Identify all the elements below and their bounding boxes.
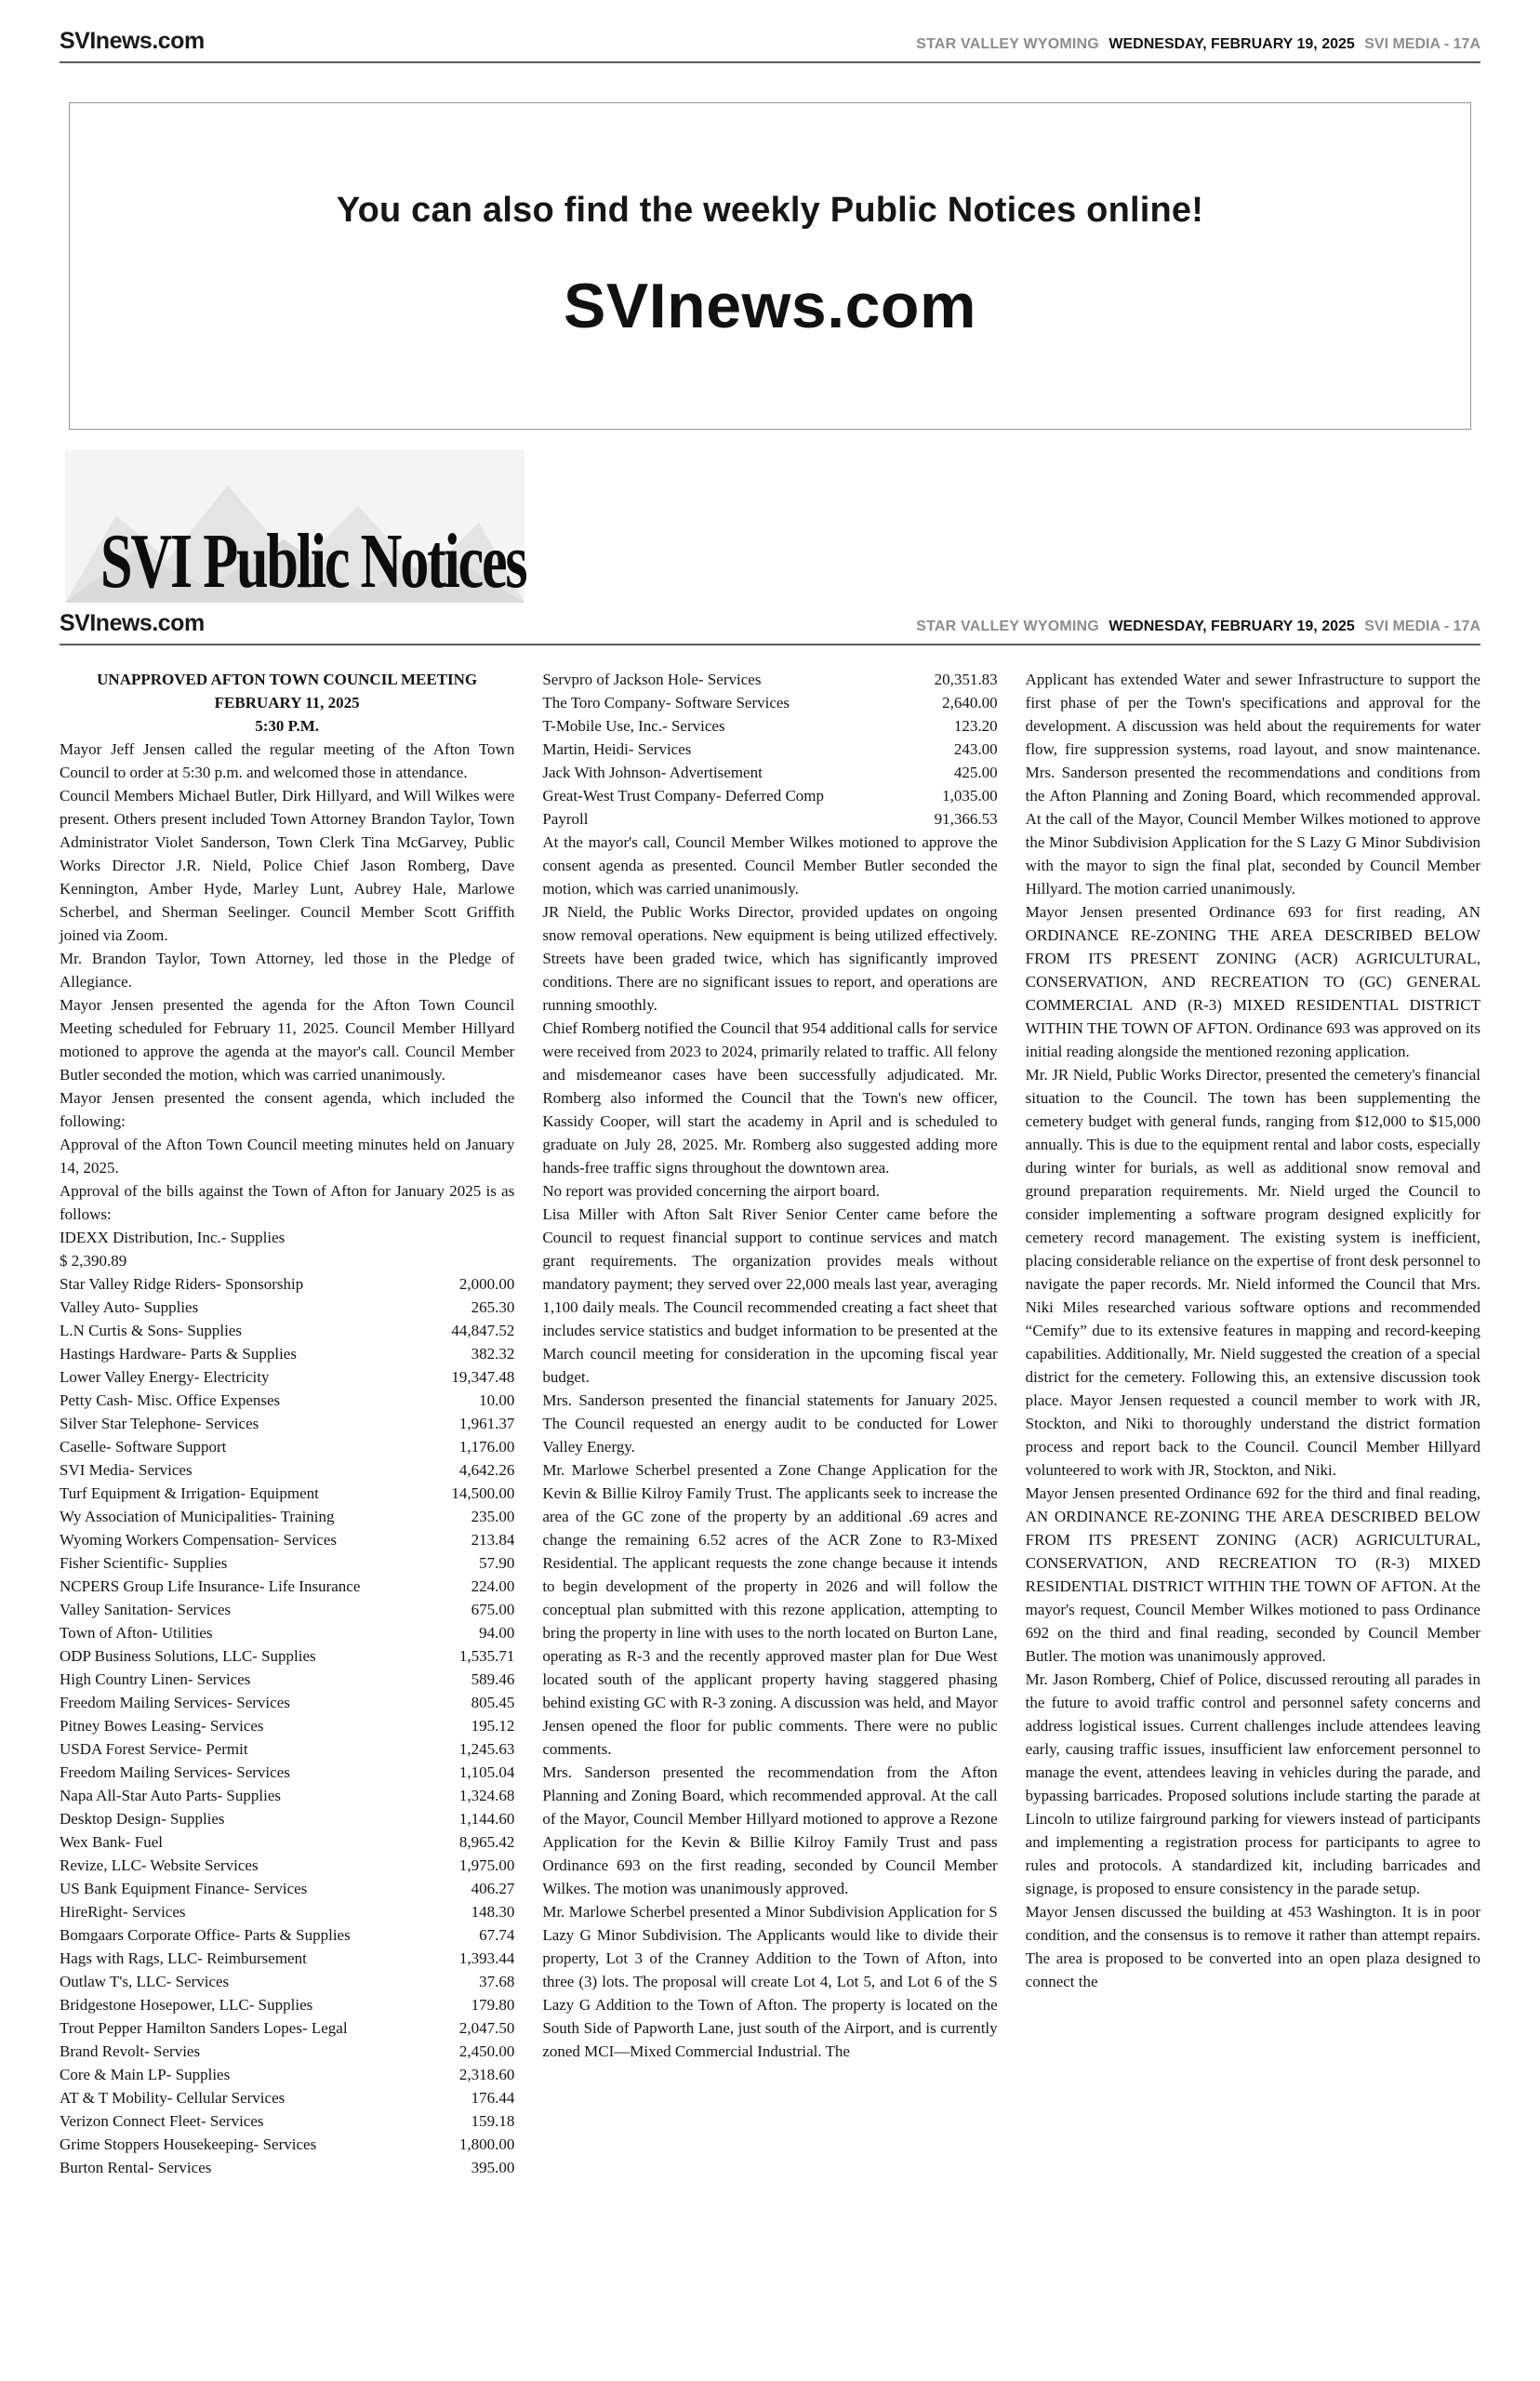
ledger-row <box>60 1877 514 1900</box>
ledger-row <box>60 1551 514 1575</box>
ledger-amount: 1,324.68 <box>458 1787 515 1804</box>
ledger-vendor: NCPERS Group Life Insurance- Life Insurance <box>60 1577 361 1595</box>
ledger-vendor: Great-West Trust Company- Deferred Comp <box>542 787 825 805</box>
ledger-vendor: Servpro of Jackson Hole- Services <box>542 671 762 688</box>
ledger-vendor: Fisher Scientific- Supplies <box>60 1554 228 1572</box>
column-1-paragraphs <box>60 738 514 1226</box>
column-2-ledger <box>542 668 997 831</box>
ledger-vendor: Wyoming Workers Compensation- Services <box>60 1531 338 1549</box>
ledger-vendor: Martin, Heidi- Services <box>542 740 692 758</box>
ledger-vendor: Desktop Design- Supplies <box>60 1810 225 1828</box>
notice-title-line2: FEBRUARY 11, 2025 <box>214 694 360 712</box>
ledger-row <box>542 714 997 738</box>
article-paragraph: At the mayor's call, Council Member Wilkes motioned to approve the consent agenda as presented. Council Member Butler seconded the motion, which was carried unanimously. <box>542 833 998 898</box>
ledger-vendor: Verizon Connect Fleet- Services <box>60 2112 264 2130</box>
ledger-vendor: Lower Valley Energy- Electricity <box>60 1368 270 1386</box>
ledger-amount: 1,961.37 <box>458 1415 515 1432</box>
ledger-amount: 213.84 <box>471 1531 515 1549</box>
ledger-row <box>542 668 997 691</box>
ledger-vendor: Hastings Hardware- Parts & Supplies <box>60 1345 297 1363</box>
ledger-vendor: Hags with Rags, LLC- Reimbursement <box>60 1949 307 1967</box>
ledger-amount: 4,642.26 <box>458 1461 515 1479</box>
ledger-row <box>60 2156 514 2179</box>
ledger-vendor: Napa All-Star Auto Parts- Supplies <box>60 1787 281 1804</box>
ledger-vendor: Burton Rental- Services <box>60 2159 212 2176</box>
article-paragraph: Approval of the bills against the Town of Afton for January 2025 is as follows: <box>60 1182 515 1223</box>
ledger-amount: 2,640.00 <box>942 694 998 712</box>
ledger-row <box>542 784 997 807</box>
ledger-amount: 1,975.00 <box>458 1856 515 1874</box>
online-notices-banner <box>69 102 1471 430</box>
ledger-row <box>60 1830 514 1854</box>
ledger-amount: 195.12 <box>471 1717 515 1735</box>
ledger-amount: 406.27 <box>471 1880 515 1897</box>
ledger-row <box>60 1970 514 1993</box>
ledger-amount: 675.00 <box>471 1601 515 1618</box>
ledger-amount: 235.00 <box>471 1508 515 1525</box>
ledger-amount: 2,000.00 <box>458 1275 515 1293</box>
dateline-region: STAR VALLEY WYOMING <box>916 619 1099 634</box>
ledger-amount: 243.00 <box>953 740 998 758</box>
article-paragraph: Mr. Brandon Taylor, Town Attorney, led those in the Pledge of Allegiance. <box>60 950 515 991</box>
ledger-amount: 805.45 <box>471 1694 515 1711</box>
article-paragraph: Chief Romberg notified the Council that 954 additional calls for service were received from 2023 to 2024, primarily related to traffic. All felony and misdemeanor cases have been successfully adjudicated. Mr. Romberg also informed the Council that the Town's new officer, Kassidy Cooper, will start the academy in April and is scheduled to graduate on July 28, 2025. Mr. Romberg also suggested adding more hands-free traffic signs throughout the downtown area. <box>542 1019 998 1177</box>
article-paragraph: Applicant has extended Water and sewer Infrastructure to support the first phase of per the Town's specifications and approval for the development. A discussion was held about the requirements for water flow, fire suppression systems, road layout, and snow maintenance. Mrs. Sanderson presented the recommendations and conditions from the Afton Planning and Zoning Board, which recommended approval. At the call of the Mayor, Council Member Wilkes motioned to approve the Minor Subdivision Application for the S Lazy G Minor Subdivision with the mayor to sign the final plat, seconded by Council Member Hillyard. The motion carried unanimously. <box>1025 671 1480 898</box>
ledger-vendor: Valley Auto- Supplies <box>60 1298 199 1316</box>
banner-headline: You can also find the weekly Public Notices online! <box>336 190 1204 230</box>
ledger-amount: 1,105.04 <box>458 1763 515 1781</box>
ledger-row <box>60 1668 514 1691</box>
ledger-amount: 10.00 <box>479 1391 515 1409</box>
column-1-ledger <box>60 1272 514 2179</box>
ledger-vendor: T-Mobile Use, Inc.- Services <box>542 717 725 735</box>
public-notices-masthead <box>60 450 1480 610</box>
article-paragraph: Mr. Marlowe Scherbel presented a Minor Subdivision Application for S Lazy G Minor Subdivision. The Applicants would like to divide their property, Lot 3 of the Cranney Addition to the Town of Afton, into three (3) lots. The proposal will create Lot 4, Lot 5, and Lot 6 of the S Lazy G Addition to the Town of Afton. The property is located on the South Side of Papworth Lane, just south of the Airport, and is currently zoned MCI—Mixed Commercial Industrial. The <box>542 1903 998 2060</box>
ledger-vendor: High Country Linen- Services <box>60 1670 251 1688</box>
article-paragraph: Mr. Jason Romberg, Chief of Police, discussed rerouting all parades in the future to avoid traffic control and personnel safety concerns and address logistical issues. Current challenges include attendees leaving early, causing traffic issues, insufficient law enforcement personnel to manage the event, attendees leaving in vehicles during the parade, and bypassing barricades. Proposed solutions include starting the parade at Lincoln to utilize fairground parking for viewers instead of participants and implementing a registration process for participants to agree to rules and protocols. A standardized kit, including barricades and signage, is proposed to ensure consistency in the parade setup. <box>1025 1670 1480 1897</box>
ledger-vendor: Caselle- Software Support <box>60 1438 227 1456</box>
dateline-section <box>916 619 1480 637</box>
ledger-row <box>60 1389 514 1412</box>
masthead-title: SVI Public Notices <box>100 518 526 605</box>
ledger-row <box>60 1691 514 1714</box>
ledger-vendor: Turf Equipment & Irrigation- Equipment <box>60 1484 319 1502</box>
ledger-amount: 20,351.83 <box>934 671 998 688</box>
ledger-vendor: Bridgestone Hosepower, LLC- Supplies <box>60 1996 313 2014</box>
article-paragraph: Mayor Jensen discussed the building at 453 Washington. It is in poor condition, and the consensus is to remove it rather than attempt repairs. The area is proposed to be converted into an open plaza designed to connect the <box>1025 1903 1480 1990</box>
article-paragraph: No report was provided concerning the airport board. <box>542 1182 880 1200</box>
ledger-row <box>542 691 997 714</box>
ledger-row <box>542 807 997 831</box>
ledger-row <box>60 1854 514 1877</box>
ledger-vendor: HireRight- Services <box>60 1903 186 1921</box>
ledger-vendor: Freedom Mailing Services- Services <box>60 1763 290 1781</box>
ledger-vendor: Wy Association of Municipalities- Training <box>60 1508 335 1525</box>
ledger-row <box>60 1644 514 1668</box>
ledger-amount: 94.00 <box>479 1624 515 1642</box>
ledger-amount: 91,366.53 <box>934 810 998 828</box>
ledger-amount: 148.30 <box>471 1903 515 1921</box>
ledger-amount: 44,847.52 <box>451 1322 515 1339</box>
ledger-vendor: Bomgaars Corporate Office- Parts & Supplies <box>60 1926 351 1944</box>
ledger-amount: 123.20 <box>953 717 998 735</box>
ledger-row <box>60 2016 514 2040</box>
article-paragraph: Mayor Jeff Jensen called the regular meeting of the Afton Town Council to order at 5:30 p.m. and welcomed those in attendance. <box>60 740 515 781</box>
article-paragraph: Mayor Jensen presented the consent agenda, which included the following: <box>60 1089 515 1130</box>
ledger-vendor: Silver Star Telephone- Services <box>60 1415 259 1432</box>
ledger-row <box>60 1435 514 1458</box>
ledger-row <box>60 1272 514 1296</box>
ledger-vendor: ODP Business Solutions, LLC- Supplies <box>60 1647 316 1665</box>
ledger-row <box>60 1784 514 1807</box>
site-logo-secondary: SVInews.com <box>60 610 205 636</box>
article-paragraph: Council Members Michael Butler, Dirk Hillyard, and Will Wilkes were present. Others present included Town Attorney Brandon Taylor, Town Administrator Violet Sanderson, Town Clerk Tina McGarvey, Public Works Director J.R. Nield, Police Chief Jason Romberg, Dave Kennington, Amber Hyde, Marley Lunt, Aubrey Hale, Marlowe Scherbel, and Sherman Seelinger. Council Member Scott Griffith joined via Zoom. <box>60 787 515 944</box>
ledger-amount: 1,800.00 <box>458 2135 515 2153</box>
dateline-edition: SVI MEDIA - 17A <box>1364 36 1480 52</box>
notice-title-line3: 5:30 P.M. <box>255 717 320 735</box>
ledger-row <box>60 1923 514 1947</box>
ledger-vendor: Revize, LLC- Website Services <box>60 1856 259 1874</box>
ledger-vendor: Petty Cash- Misc. Office Expenses <box>60 1391 281 1409</box>
ledger-vendor: Brand Revolt- Servies <box>60 2042 201 2060</box>
ledger-vendor: Valley Sanitation- Services <box>60 1601 232 1618</box>
article-paragraph: Mrs. Sanderson presented the recommendation from the Afton Planning and Zoning Board, which recommended approval. At the call of the Mayor, Council Member Hillyard motioned to approve a Rezone Application for the Kevin & Billie Kilroy Family Trust and pass Ordinance 693 on the first reading, seconded by Council Member Wilkes. The motion was unanimously approved. <box>542 1763 998 1897</box>
ledger-row <box>60 1621 514 1644</box>
ledger-amount: 425.00 <box>953 764 998 781</box>
dateline-date: WEDNESDAY, FEBRUARY 19, 2025 <box>1109 619 1355 634</box>
article-column-2 <box>542 668 997 2179</box>
ledger-row <box>60 1993 514 2016</box>
ledger-amount: 8,965.42 <box>458 1833 515 1851</box>
ledger-row <box>542 738 997 761</box>
ledger-amount: 159.18 <box>471 2112 515 2130</box>
ledger-row <box>60 1598 514 1621</box>
article-columns <box>60 668 1480 2179</box>
dateline-date: WEDNESDAY, FEBRUARY 19, 2025 <box>1109 36 1355 52</box>
ledger-amount: 1,144.60 <box>458 1810 515 1828</box>
ledger-amount: 2,047.50 <box>458 2019 515 2037</box>
ledger-row <box>60 1319 514 1342</box>
article-paragraph: Mr. JR Nield, Public Works Director, presented the cemetery's financial situation to the Council. The town has been supplementing the cemetery budget with general funds, ranging from $12,000 to $15,000 annually. This is due to the equipment rental and labor costs, especially during winter for burials, as well as additional snow removal and ground preparation requirements. Mr. Nield urged the Council to consider implementing a software program designed explicitly for cemetery record management. The existing system is inefficient, placing considerable reliance on the expertise of front desk personnel to navigate the paper records. Mr. Nield informed the Council that Mrs. Niki Miles researched various software options and recommended “Cemify” due to its extensive features in mapping and record-keeping capabilities. Additionally, Mr. Nield suggested the creation of a special district for the cemetery. Following this, an extensive discussion took place. Mayor Jensen requested a council member to work with JR, Stockton, and Niki to thoroughly understand the district formation process and report back to the Council. Council Member Hillyard volunteered to work with JR, Stockton, and Niki. <box>1025 1066 1480 1479</box>
article-column-1 <box>60 668 514 2179</box>
ledger-vendor: Town of Afton- Utilities <box>60 1624 213 1642</box>
article-paragraph: Lisa Miller with Afton Salt River Senior Center came before the Council to request financial support to continue services and match grant requirements. The organization provides meals without mandatory payment; they served over 22,000 meals last year, averaging 1,100 daily meals. The Council recommended creating a fact sheet that includes service statistics and budget information to be presented at the March council meeting for consideration in the upcoming fiscal year budget. <box>542 1205 998 1386</box>
page-header-section <box>60 610 1480 645</box>
notice-title-line1: UNAPPROVED AFTON TOWN COUNCIL MEETING <box>97 671 478 688</box>
article-paragraph: Mrs. Sanderson presented the financial statements for January 2025. The Council requested an energy audit to be conducted for Lower Valley Energy. <box>542 1391 998 1456</box>
ledger-amount: 37.68 <box>479 1973 515 1990</box>
ledger-amount: 179.80 <box>471 1996 515 2014</box>
ledger-vendor: SVI Media- Services <box>60 1461 192 1479</box>
ledger-row <box>60 1528 514 1551</box>
ledger-row <box>60 1714 514 1737</box>
ledger-amount: 589.46 <box>471 1670 515 1688</box>
ledger-row <box>60 1575 514 1598</box>
ledger-vendor: Trout Pepper Hamilton Sanders Lopes- Legal <box>60 2019 348 2037</box>
page-header-top <box>60 28 1480 63</box>
ledger-first-vendor: IDEXX Distribution, Inc.- Supplies <box>60 1229 285 1246</box>
ledger-vendor: Wex Bank- Fuel <box>60 1833 163 1851</box>
ledger-row <box>60 1342 514 1365</box>
ledger-row <box>60 1365 514 1389</box>
ledger-vendor: The Toro Company- Software Services <box>542 694 790 712</box>
ledger-row <box>60 1296 514 1319</box>
ledger-vendor: Pitney Bowes Leasing- Services <box>60 1717 264 1735</box>
site-logo: SVInews.com <box>60 28 205 54</box>
column-3-paragraphs <box>1026 668 1480 1993</box>
ledger-amount: 2,450.00 <box>458 2042 515 2060</box>
ledger-amount: 224.00 <box>471 1577 515 1595</box>
ledger-row <box>60 1900 514 1923</box>
ledger-row <box>60 1807 514 1830</box>
column-2-paragraphs <box>542 831 997 2063</box>
article-paragraph: JR Nield, the Public Works Director, provided updates on ongoing snow removal operations. New equipment is being utilized effectively. Streets have been graded twice, which has significantly improved conditions. There are no significant issues to report, and operations are running smoothly. <box>542 903 998 1014</box>
ledger-row <box>60 1947 514 1970</box>
ledger-amount: 382.32 <box>471 1345 515 1363</box>
ledger-row <box>60 1458 514 1482</box>
article-column-3 <box>1026 668 1480 2179</box>
ledger-vendor: L.N Curtis & Sons- Supplies <box>60 1322 242 1339</box>
ledger-row <box>60 1761 514 1784</box>
ledger-vendor: Grime Stoppers Housekeeping- Services <box>60 2135 317 2153</box>
ledger-amount: 1,035.00 <box>942 787 998 805</box>
ledger-row <box>60 2040 514 2063</box>
ledger-amount: 395.00 <box>471 2159 515 2176</box>
dateline-region: STAR VALLEY WYOMING <box>916 36 1099 52</box>
ledger-vendor: Star Valley Ridge Riders- Sponsorship <box>60 1275 304 1293</box>
ledger-amount: 57.90 <box>479 1554 515 1572</box>
ledger-row <box>60 1412 514 1435</box>
dateline-top <box>916 36 1480 55</box>
dateline-edition: SVI MEDIA - 17A <box>1364 619 1480 634</box>
article-paragraph: Mr. Marlowe Scherbel presented a Zone Change Application for the Kevin & Billie Kilroy Family Trust. The applicants seek to increase the area of the GC zone of the property by an additional .69 acres and change the remaining 6.52 acres of the ACR Zone to R3-Mixed Residential. The applicant requests the zone change because it intends to begin development of the property in 2026 and will follow the conceptual plan submitted with this rezone application, attempting to bring the property in line with uses to the north located on Burton Lane, operating as R-3 and the recently approved master plan for Due West located south of the applicant property having staggered phasing behind existing GC with R-3 zoning. A discussion was held, and Mayor Jensen opened the floor for public comments. There were no public comments. <box>542 1461 998 1758</box>
ledger-row <box>60 2133 514 2156</box>
ledger-row <box>60 1505 514 1528</box>
ledger-amount: 14,500.00 <box>451 1484 515 1502</box>
ledger-amount: 1,535.71 <box>458 1647 515 1665</box>
ledger-amount: 2,318.60 <box>458 2066 515 2083</box>
ledger-amount: 67.74 <box>479 1926 515 1944</box>
ledger-vendor: AT & T Mobility- Cellular Services <box>60 2089 285 2107</box>
ledger-vendor: Freedom Mailing Services- Services <box>60 1694 290 1711</box>
ledger-amount: 265.30 <box>471 1298 515 1316</box>
ledger-amount: 1,176.00 <box>458 1438 515 1456</box>
ledger-vendor: Payroll <box>542 810 589 828</box>
ledger-row <box>60 2109 514 2133</box>
ledger-row <box>60 2063 514 2086</box>
article-paragraph: Mayor Jensen presented the agenda for the Afton Town Council Meeting scheduled for February 11, 2025. Council Member Hillyard motioned to approve the agenda at the mayor's call. Council Member Butler seconded the motion, which was carried unanimously. <box>60 996 515 1084</box>
ledger-row <box>542 761 997 784</box>
ledger-amount: 1,245.63 <box>458 1740 515 1758</box>
ledger-amount: 19,347.48 <box>451 1368 515 1386</box>
banner-site-url: SVInews.com <box>564 270 976 341</box>
ledger-row <box>60 1737 514 1761</box>
ledger-first-amount: $ 2,390.89 <box>60 1252 127 1270</box>
ledger-vendor: US Bank Equipment Finance- Services <box>60 1880 308 1897</box>
ledger-vendor: Core & Main LP- Supplies <box>60 2066 231 2083</box>
ledger-amount: 176.44 <box>471 2089 515 2107</box>
ledger-row <box>60 1482 514 1505</box>
ledger-vendor: Jack With Johnson- Advertisement <box>542 764 763 781</box>
ledger-amount: 1,393.44 <box>458 1949 515 1967</box>
article-paragraph: Approval of the Afton Town Council meeting minutes held on January 14, 2025. <box>60 1136 515 1177</box>
ledger-vendor: USDA Forest Service- Permit <box>60 1740 248 1758</box>
ledger-vendor: Outlaw T's, LLC- Services <box>60 1973 230 1990</box>
article-paragraph: Mayor Jensen presented Ordinance 692 for the third and final reading, AN ORDINANCE RE-ZONING THE AREA DESCRIBED BELOW FROM ITS PRESENT ZONING (ACR) AGRICULTURAL, CONSERVATION, AND RECREATION TO (R-3) MIXED RESIDENTIAL DISTRICT WITHIN THE TOWN OF AFTON. At the mayor's request, Council Member Wilkes motioned to pass Ordinance 692 on the third and final reading, seconded by Council Member Butler. The motion was unanimously approved. <box>1025 1484 1480 1665</box>
article-paragraph: Mayor Jensen presented Ordinance 693 for first reading, AN ORDINANCE RE-ZONING THE AREA DESCRIBED BELOW FROM ITS PRESENT ZONING (ACR) AGRICULTURAL, CONSERVATION, AND RECREATION TO (GC) GENERAL COMMERCIAL AND (R-3) MIXED RESIDENTIAL DISTRICT WITHIN THE TOWN OF AFTON. Ordinance 693 was approved on its initial reading alongside the mentioned rezoning application. <box>1025 903 1480 1060</box>
ledger-row <box>60 2086 514 2109</box>
